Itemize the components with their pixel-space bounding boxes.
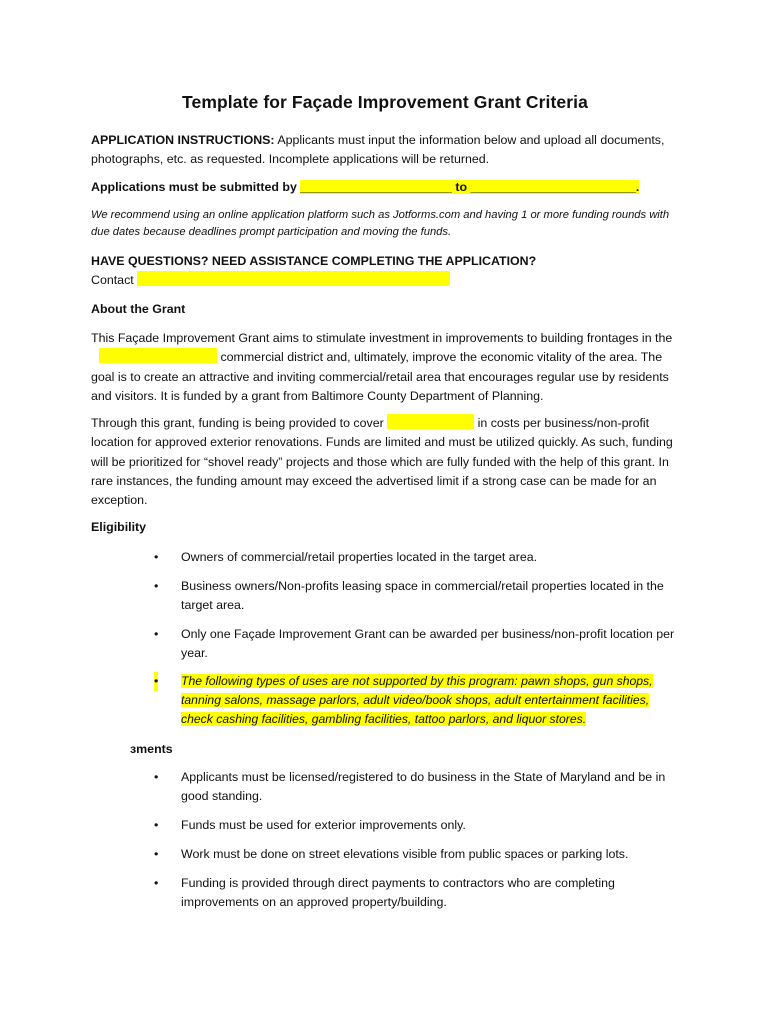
bullet-icon: • (154, 770, 159, 784)
about-p1-end: commercial district and, ultimately, improve the economic vitality of the area. The goal is to create an attractive and inviting commercial/retail area that encourages regular use by residents and visitors. It is funded by a grant from Baltimore County Department of Planning. (91, 350, 669, 403)
about-p1-start: This Façade Improvement Grant aims to stimulate investment in improvements to building frontages in the (91, 331, 673, 345)
end-date-field[interactable]: ________________________ (470, 180, 636, 194)
district-name-field[interactable] (99, 348, 217, 363)
application-instructions (91, 131, 681, 169)
instructions-label: APPLICATION INSTRUCTIONS: (91, 133, 275, 147)
requirement-item-text: Funds must be used for exterior improvements only. (181, 818, 466, 832)
about-paragraph-1 (91, 329, 681, 406)
submission-prefix: Applications must be submitted by (91, 180, 301, 194)
requirement-item (154, 845, 684, 864)
eligibility-item (154, 577, 684, 615)
submission-deadline (91, 178, 681, 197)
about-p2-start: Through this grant, funding is being provided to cover (91, 416, 388, 430)
start-date-field[interactable]: ______________________ (300, 180, 452, 194)
instructions-text: Applicants must input the information below and upload all documents, photographs, etc. as requested. Incomplete applications will be returned. (91, 133, 665, 166)
about-p2-end: in costs per business/non-profit location for approved exterior renovations. Funds are limited and must be utilized quickly. As such, funding will be prioritized for “shovel ready” projects and those which are fully funded with the help of this grant. In rare instances, the funding amount may exceed the advertised limit if a strong case can be made for an exception. (91, 416, 673, 508)
requirement-item-text: Funding is provided through direct payments to contractors who are completing improvements on an approved property/building. (181, 876, 615, 909)
bullet-icon: • (154, 627, 159, 641)
contact-label: Contact (91, 273, 134, 287)
bullet-icon: • (154, 818, 159, 832)
bullet-icon: • (154, 672, 158, 691)
eligibility-item-text: Only one Façade Improvement Grant can be awarded per business/non-profit location per year. (181, 627, 675, 660)
requirements-heading: ɜments (130, 742, 173, 756)
bullet-icon: • (154, 876, 159, 890)
bullet-icon: • (154, 579, 159, 593)
bullet-icon: • (154, 550, 159, 564)
eligibility-item-text: The following types of uses are not supported by this program: pawn shops, gun shops, tanning salons, massage parlors, adult video/book shops, adult entertainment facilities, check cashing facilities, gambling facilities, tattoo parlors, and liquor stores. (181, 674, 653, 726)
requirement-item-text: Applicants must be licensed/registered to do business in the State of Maryland and be in good standing. (181, 770, 666, 803)
eligibility-heading: Eligibility (91, 520, 147, 534)
questions-heading: HAVE QUESTIONS? NEED ASSISTANCE COMPLETING THE APPLICATION? (91, 254, 537, 268)
eligibility-item-text: Owners of commercial/retail properties located in the target area. (181, 550, 538, 564)
document-title: Template for Façade Improvement Grant Criteria (182, 92, 588, 112)
bullet-icon: • (154, 847, 159, 861)
requirement-item (154, 874, 684, 912)
contact-field[interactable] (137, 271, 450, 286)
funding-amount-field[interactable] (387, 414, 474, 429)
eligibility-item-text: Business owners/Non-profits leasing space in commercial/retail properties located in the target area. (181, 579, 664, 612)
submission-end: . (635, 180, 640, 194)
requirement-item (154, 816, 684, 835)
eligibility-item-excluded-uses (154, 672, 684, 729)
contact-line (91, 271, 681, 290)
recommendation-note: We recommend using an online application platform such as Jotforms.com and having 1 or more funding rounds with due dates because deadlines prompt participation and moving the funds. (91, 209, 670, 238)
about-paragraph-2 (91, 414, 681, 510)
requirement-item-text: Work must be done on street elevations visible from public spaces or parking lots. (181, 847, 629, 861)
requirement-item (154, 768, 684, 806)
eligibility-item (154, 548, 684, 567)
about-heading: About the Grant (91, 302, 186, 316)
eligibility-item (154, 625, 684, 663)
submission-to: to (451, 180, 471, 194)
